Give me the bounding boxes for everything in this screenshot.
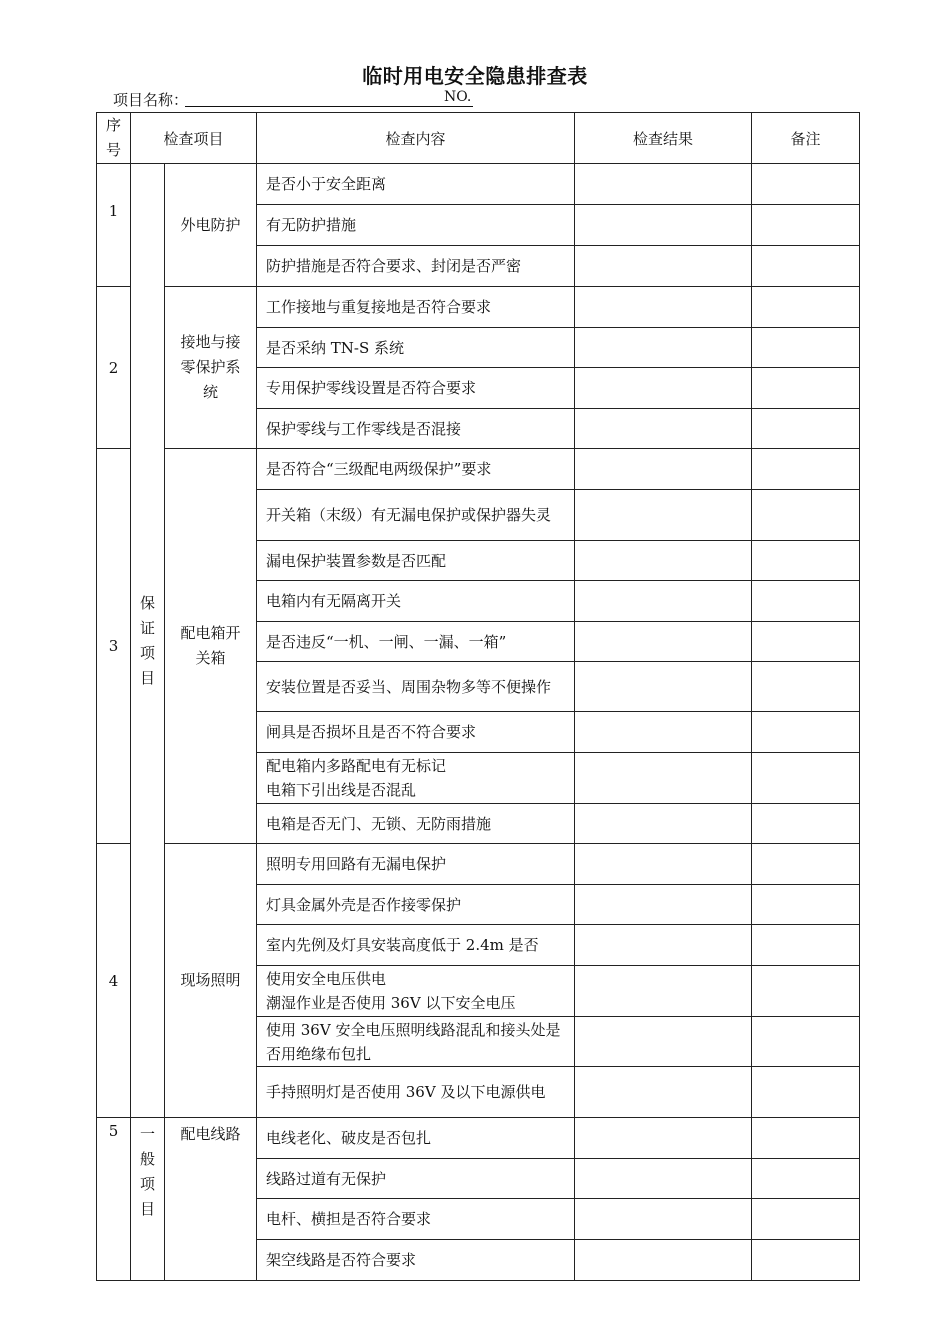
table-row <box>97 164 860 205</box>
check-content: 防护措施是否符合要求、封闭是否严密 <box>257 246 575 287</box>
check-content: 电杆、横担是否符合要求 <box>257 1199 575 1240</box>
remark-cell[interactable] <box>752 541 860 581</box>
check-content: 使用 36V 安全电压照明线路混乱和接头处是否用绝缘布包扎 <box>257 1017 575 1067</box>
remark-cell[interactable] <box>752 1118 860 1159</box>
check-result-cell[interactable] <box>575 368 752 409</box>
project-name-label: 项目名称： <box>113 91 189 109</box>
category-general: 一般项目 <box>131 1118 165 1281</box>
page-title: 临时用电安全隐患排查表 <box>362 64 588 88</box>
remark-cell[interactable] <box>752 1067 860 1118</box>
check-content: 手持照明灯是否使用 36V 及以下电源供电 <box>257 1067 575 1118</box>
check-content: 配电箱内多路配电有无标记 电箱下引出线是否混乱 <box>257 753 575 804</box>
header-seq: 序号 <box>97 113 131 164</box>
remark-cell[interactable] <box>752 804 860 844</box>
remark-cell[interactable] <box>752 1017 860 1067</box>
header-result: 检查结果 <box>575 113 752 164</box>
remark-cell[interactable] <box>752 409 860 449</box>
remark-cell[interactable] <box>752 753 860 804</box>
check-result-cell[interactable] <box>575 1159 752 1199</box>
remark-cell[interactable] <box>752 328 860 368</box>
table-row <box>97 1118 860 1159</box>
table-header-row <box>97 113 860 164</box>
check-content: 线路过道有无保护 <box>257 1159 575 1199</box>
remark-cell[interactable] <box>752 449 860 490</box>
check-content: 架空线路是否符合要求 <box>257 1240 575 1281</box>
remark-cell[interactable] <box>752 287 860 328</box>
table-row <box>97 449 860 490</box>
check-content: 有无防护措施 <box>257 205 575 246</box>
remark-cell[interactable] <box>752 205 860 246</box>
check-result-cell[interactable] <box>575 541 752 581</box>
check-result-cell[interactable] <box>575 205 752 246</box>
check-result-cell[interactable] <box>575 449 752 490</box>
table-body <box>97 164 860 1281</box>
inspection-table <box>96 112 860 1281</box>
check-item-name: 接地与接零保护系统 <box>165 287 257 449</box>
check-item-name: 现场照明 <box>165 844 257 1118</box>
remark-cell[interactable] <box>752 490 860 541</box>
check-content: 是否采纳 TN-S 系统 <box>257 328 575 368</box>
check-result-cell[interactable] <box>575 662 752 712</box>
remark-cell[interactable] <box>752 712 860 753</box>
check-content: 使用安全电压供电 潮湿作业是否使用 36V 以下安全电压 <box>257 966 575 1017</box>
header-content: 检查内容 <box>257 113 575 164</box>
seq-cell: 3 <box>97 449 131 844</box>
check-result-cell[interactable] <box>575 622 752 662</box>
remark-cell[interactable] <box>752 662 860 712</box>
project-name-line <box>185 106 473 107</box>
check-content: 闸具是否损坏且是否不符合要求 <box>257 712 575 753</box>
check-content: 电线老化、破皮是否包扎 <box>257 1118 575 1159</box>
seq-cell: 4 <box>97 844 131 1118</box>
remark-cell[interactable] <box>752 368 860 409</box>
check-result-cell[interactable] <box>575 287 752 328</box>
check-result-cell[interactable] <box>575 753 752 804</box>
check-result-cell[interactable] <box>575 1240 752 1281</box>
table-row <box>97 844 860 885</box>
seq-cell: 1 <box>97 164 131 287</box>
check-content: 是否小于安全距离 <box>257 164 575 205</box>
check-result-cell[interactable] <box>575 1118 752 1159</box>
check-result-cell[interactable] <box>575 581 752 622</box>
remark-cell[interactable] <box>752 844 860 885</box>
check-result-cell[interactable] <box>575 844 752 885</box>
check-result-cell[interactable] <box>575 925 752 966</box>
remark-cell[interactable] <box>752 581 860 622</box>
remark-cell[interactable] <box>752 966 860 1017</box>
check-result-cell[interactable] <box>575 246 752 287</box>
table-row <box>97 287 860 328</box>
check-content: 室内先例及灯具安装高度低于 2.4m 是否 <box>257 925 575 966</box>
check-content: 工作接地与重复接地是否符合要求 <box>257 287 575 328</box>
check-result-cell[interactable] <box>575 328 752 368</box>
check-content: 安装位置是否妥当、周围杂物多等不便操作 <box>257 662 575 712</box>
check-result-cell[interactable] <box>575 490 752 541</box>
check-result-cell[interactable] <box>575 712 752 753</box>
remark-cell[interactable] <box>752 246 860 287</box>
check-result-cell[interactable] <box>575 804 752 844</box>
remark-cell[interactable] <box>752 164 860 205</box>
check-content: 照明专用回路有无漏电保护 <box>257 844 575 885</box>
remark-cell[interactable] <box>752 1240 860 1281</box>
header-check-item: 检查项目 <box>131 113 257 164</box>
check-content: 开关箱（末级）有无漏电保护或保护器失灵 <box>257 490 575 541</box>
check-content: 电箱内有无隔离开关 <box>257 581 575 622</box>
check-content: 是否符合“三级配电两级保护”要求 <box>257 449 575 490</box>
remark-cell[interactable] <box>752 925 860 966</box>
seq-cell: 5 <box>97 1118 131 1281</box>
check-result-cell[interactable] <box>575 1017 752 1067</box>
check-result-cell[interactable] <box>575 885 752 925</box>
check-item-name: 配电箱开关箱 <box>165 449 257 844</box>
remark-cell[interactable] <box>752 1199 860 1240</box>
check-item-name: 外电防护 <box>165 164 257 287</box>
check-result-cell[interactable] <box>575 966 752 1017</box>
category-guarantee: 保证项目 <box>131 164 165 1118</box>
check-content: 漏电保护装置参数是否匹配 <box>257 541 575 581</box>
check-result-cell[interactable] <box>575 409 752 449</box>
check-content: 电箱是否无门、无锁、无防雨措施 <box>257 804 575 844</box>
check-result-cell[interactable] <box>575 1067 752 1118</box>
check-item-name: 配电线路 <box>165 1118 257 1281</box>
remark-cell[interactable] <box>752 885 860 925</box>
check-result-cell[interactable] <box>575 164 752 205</box>
check-content: 灯具金属外壳是否作接零保护 <box>257 885 575 925</box>
remark-cell[interactable] <box>752 622 860 662</box>
check-result-cell[interactable] <box>575 1199 752 1240</box>
check-content: 是否违反“一机、一闸、一漏、一箱” <box>257 622 575 662</box>
check-content: 专用保护零线设置是否符合要求 <box>257 368 575 409</box>
check-content: 保护零线与工作零线是否混接 <box>257 409 575 449</box>
header-remark: 备注 <box>752 113 860 164</box>
remark-cell[interactable] <box>752 1159 860 1199</box>
seq-cell: 2 <box>97 287 131 449</box>
doc-number-label: NO. <box>444 89 472 105</box>
